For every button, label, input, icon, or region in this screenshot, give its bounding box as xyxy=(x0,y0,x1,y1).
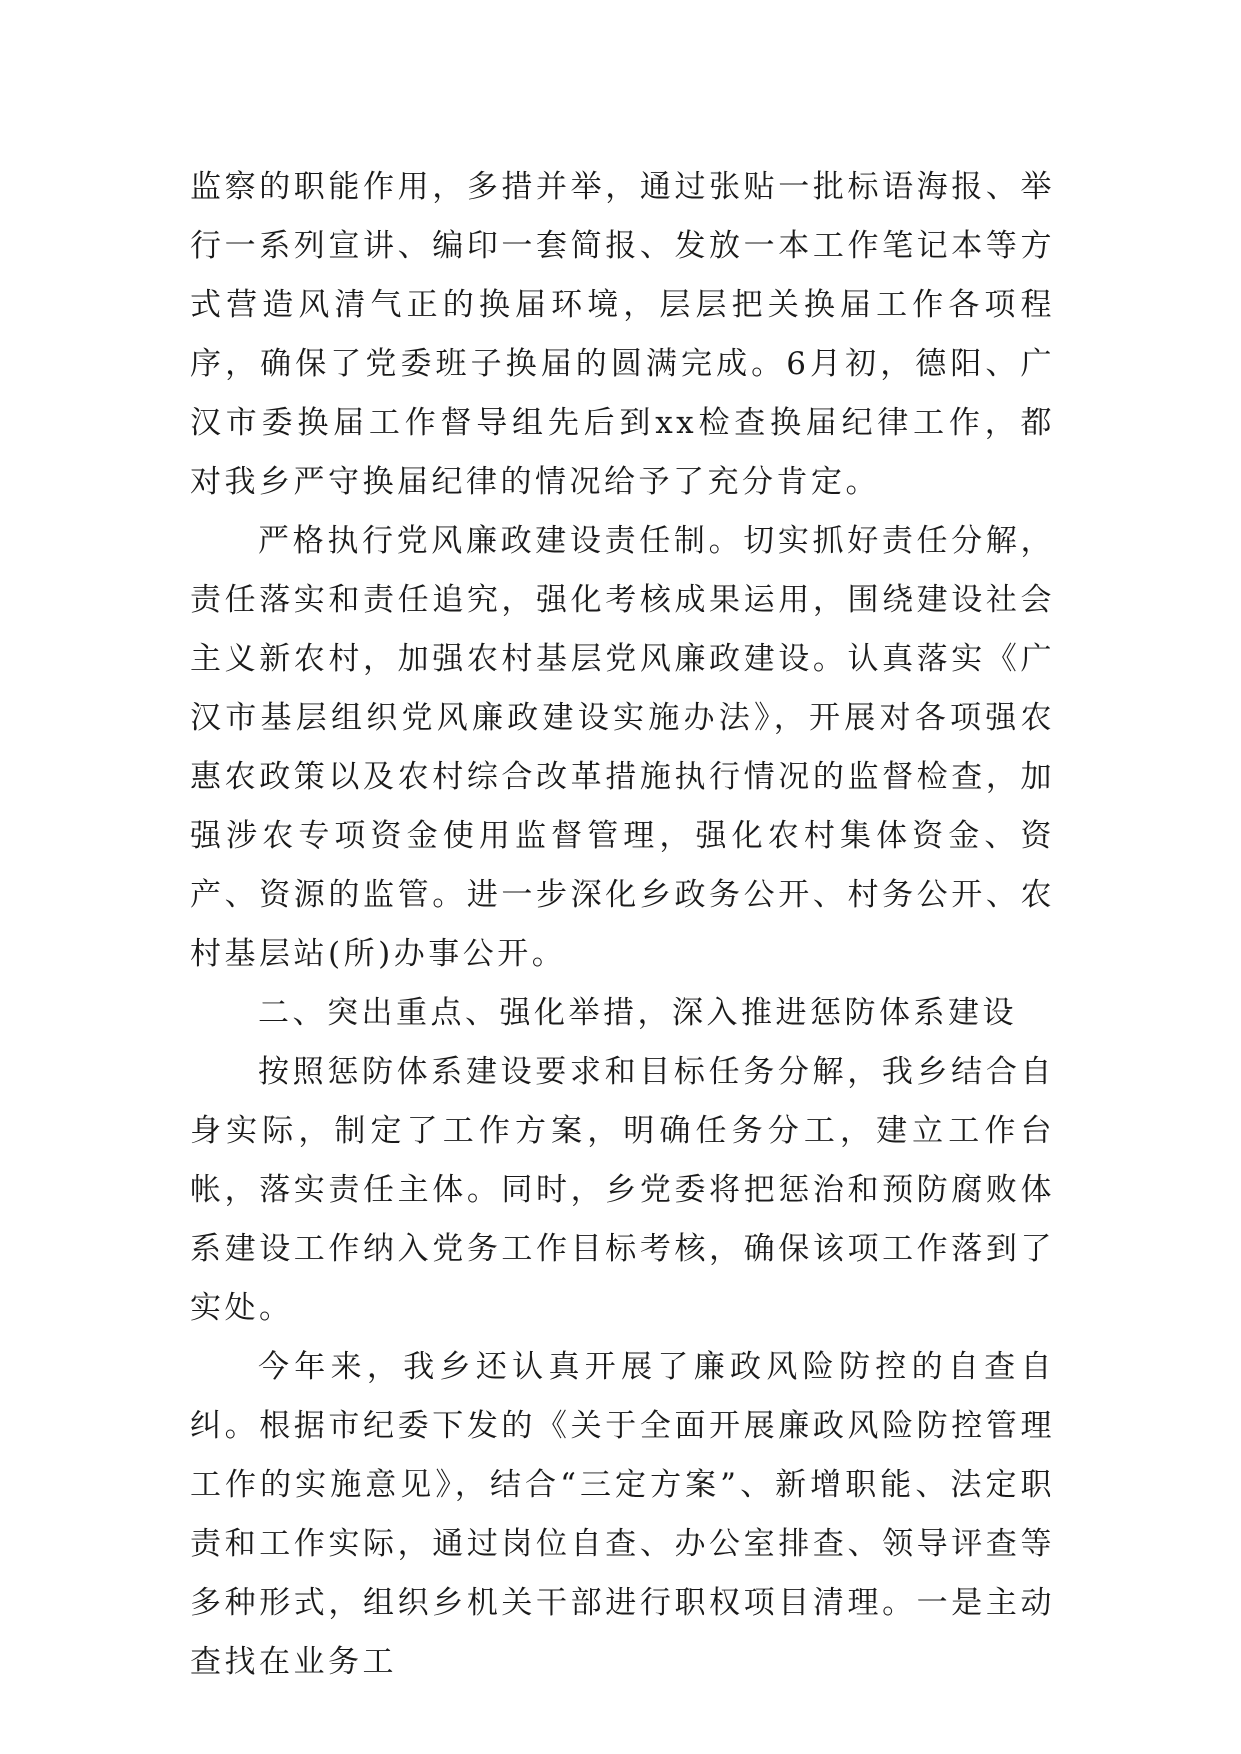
document-body xyxy=(190,158,1055,1692)
paragraph-continuation: 监察的职能作用，多措并举，通过张贴一批标语海报、举行一系列宣讲、编印一套简报、发放一本工作笔记本等方式营造风清气正的换届环境，层层把关换届工作各项程序，确保了党委班子换届的圆满完成。6月初，德阳、广汉市委换届工作督导组先后到xx检查换届纪律工作，都对我乡严守换届纪律的情况给予了充分肯定。 xyxy=(190,169,1055,500)
section-heading-2: 二、突出重点、强化举措，深入推进惩防体系建设 xyxy=(258,995,1017,1031)
paragraph-risk-control: 今年来，我乡还认真开展了廉政风险防控的自查自纠。根据市纪委下发的《关于全面开展廉政风险防控管理工作的实施意见》，结合“三定方案”、新增职能、法定职责和工作实际，通过岗位自查、办公室排查、领导评查等多种形式，组织乡机关干部进行职权项目清理。一是主动查找在业务工 xyxy=(190,1349,1055,1680)
paragraph-prevention-system: 按照惩防体系建设要求和目标任务分解，我乡结合自身实际，制定了工作方案，明确任务分工，建立工作台帐，落实责任主体。同时，乡党委将把惩治和预防腐败体系建设工作纳入党务工作目标考核，确保该项工作落到了实处。 xyxy=(190,1054,1055,1326)
paragraph-responsibility-system: 严格执行党风廉政建设责任制。切实抓好责任分解，责任落实和责任追究，强化考核成果运用，围绕建设社会主义新农村，加强农村基层党风廉政建设。认真落实《广汉市基层组织党风廉政建设实施办法》，开展对各项强农惠农政策以及农村综合改革措施执行情况的监督检查，加强涉农专项资金使用监督管理，强化农村集体资金、资产、资源的监管。进一步深化乡政务公开、村务公开、农村基层站(所)办事公开。 xyxy=(190,523,1055,972)
